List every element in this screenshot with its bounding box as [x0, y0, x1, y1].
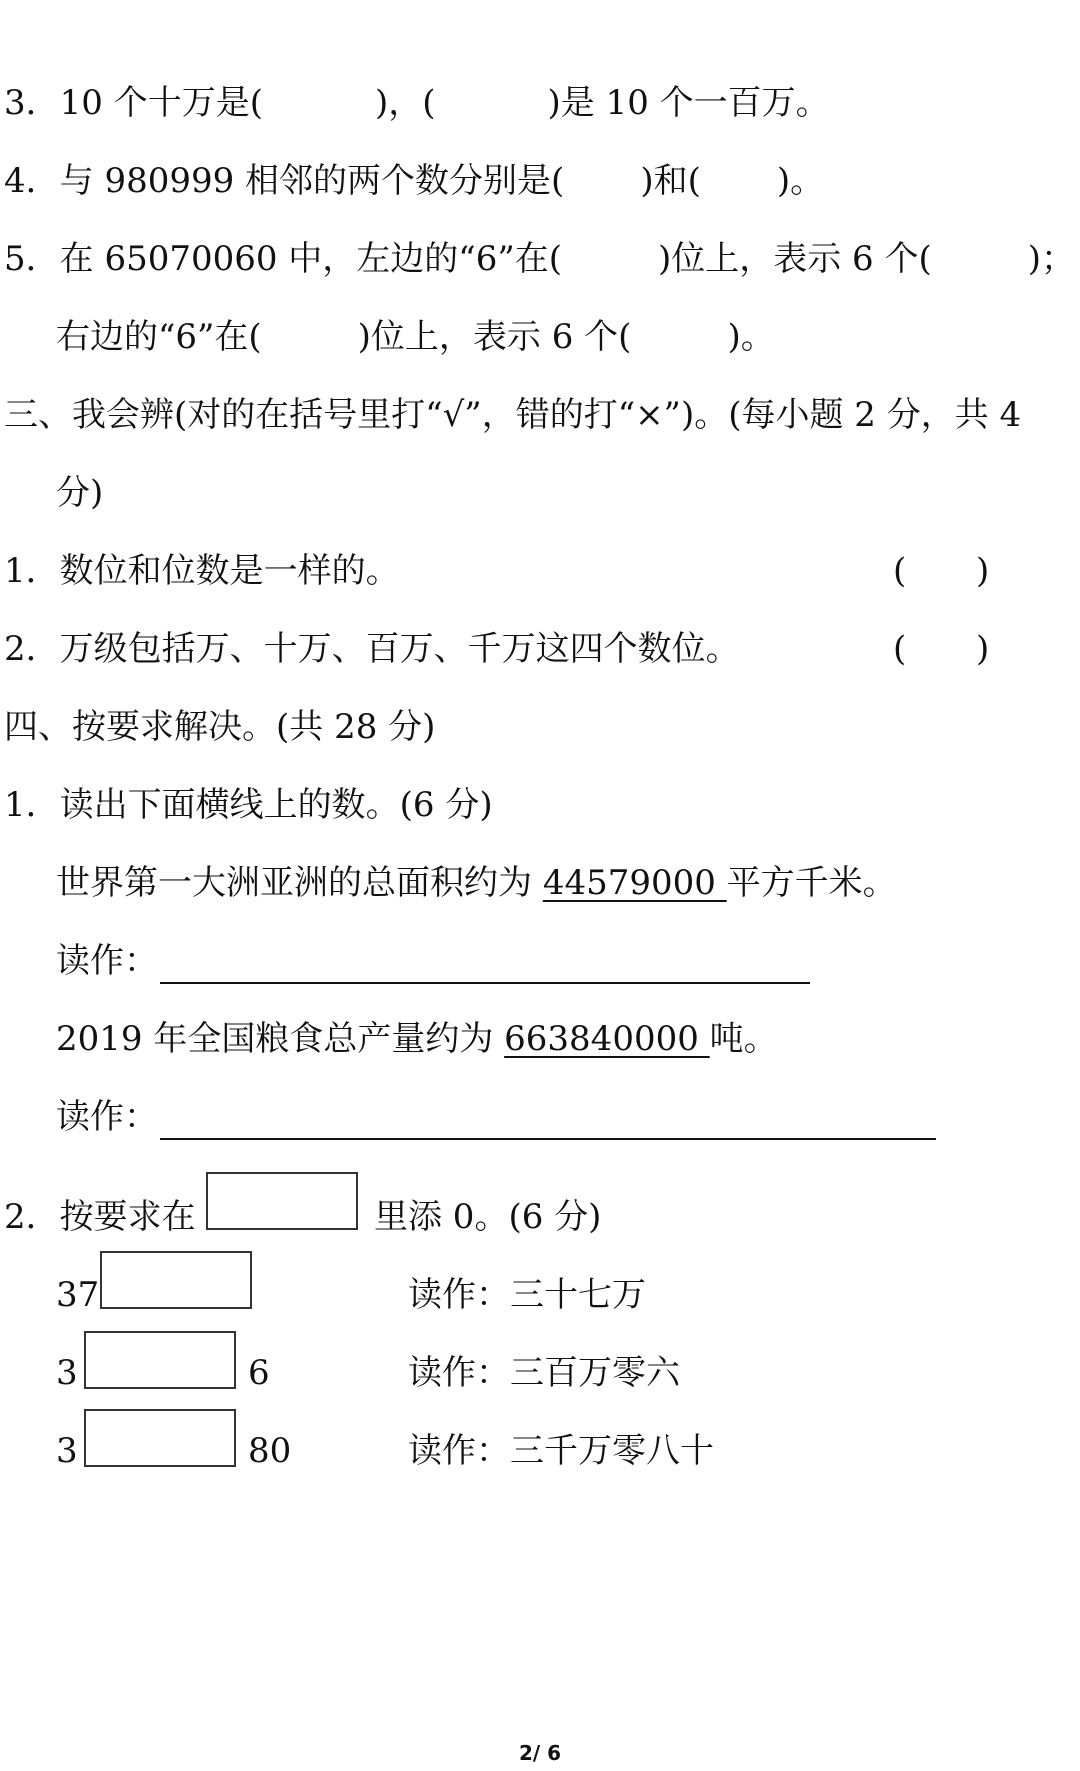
question-number: 2． — [4, 629, 60, 669]
read-answer-line-1[interactable] — [160, 982, 810, 984]
question-number: 3． — [4, 83, 60, 123]
question-text: )。 — [727, 317, 775, 357]
judge-paren-close[interactable]: ) — [976, 629, 990, 669]
sentence-grain-output — [56, 1018, 778, 1060]
underlined-number: 663840000 — [504, 1019, 710, 1059]
question-text: )位上，表示 6 个( — [657, 239, 932, 279]
question-5-cont — [56, 316, 775, 358]
question-text: )位上，表示 6 个( — [357, 317, 632, 357]
reading-text: 读作：三十七万 — [408, 1275, 646, 1315]
question-text: 万级包括万、十万、百万、千万这四个数位。 — [59, 629, 740, 669]
question-text: )和( — [640, 161, 701, 201]
question-text: 与 980999 相邻的两个数分别是( — [59, 161, 565, 201]
question-text: )是 10 个一百万。 — [547, 83, 830, 123]
question-text: )； — [1027, 239, 1076, 279]
read-as-label-2: 读作： — [56, 1097, 158, 1137]
sentence-text: 2019 年全国粮食总产量约为 — [56, 1019, 505, 1059]
question-number: 4． — [4, 161, 60, 201]
question-number: 1． — [4, 785, 60, 825]
judge-paren-open[interactable]: ( — [893, 629, 907, 669]
question-text: 按要求在 — [59, 1197, 196, 1237]
sentence-text: 吨。 — [709, 1019, 778, 1059]
page-number: 2/ 6 — [518, 1741, 562, 1765]
question-number: 2． — [4, 1197, 60, 1237]
example-box — [206, 1172, 358, 1230]
judge-item-1 — [4, 550, 400, 592]
reading-text: 读作：三千万零八十 — [408, 1431, 714, 1471]
section-4-question-2 — [4, 1196, 196, 1238]
read-answer-line-2[interactable] — [160, 1138, 936, 1140]
question-text: 10 个十万是( — [59, 83, 263, 123]
judge-paren-close[interactable]: ) — [976, 551, 990, 591]
section-4-question-1 — [4, 784, 493, 826]
sentence-text: 平方千米。 — [726, 863, 897, 903]
question-number: 1． — [4, 551, 60, 591]
number-left: 3 — [56, 1353, 78, 1393]
fill-box-3[interactable] — [84, 1409, 236, 1467]
number-right: 6 — [248, 1353, 270, 1393]
sentence-text: 世界第一大洲亚洲的总面积约为 — [56, 863, 543, 903]
question-text: 数位和位数是一样的。 — [59, 551, 400, 591]
question-text: )。 — [776, 161, 825, 201]
section-3-title: 三、我会辨(对的在括号里打“√”，错的打“×”)。(每小题 2 分，共 4 — [4, 395, 1022, 435]
question-text: 里添 0。(6 分) — [374, 1197, 602, 1237]
question-text: 右边的“6”在( — [56, 317, 262, 357]
judge-item-2 — [4, 628, 740, 670]
fill-box-1[interactable] — [100, 1251, 252, 1309]
number-left: 3 — [56, 1431, 78, 1471]
question-text: 在 65070060 中，左边的“6”在( — [59, 239, 562, 279]
question-text: 读出下面横线上的数。(6 分) — [59, 785, 493, 825]
fill-box-2[interactable] — [84, 1331, 236, 1389]
reading-text: 读作：三百万零六 — [408, 1353, 680, 1393]
number-right: 80 — [248, 1431, 292, 1471]
section-4-title: 四、按要求解决。(共 28 分) — [4, 707, 436, 747]
section-3-title-cont: 分) — [56, 473, 104, 513]
question-4 — [4, 160, 824, 202]
sentence-asia-area — [56, 862, 897, 904]
number-left: 37 — [56, 1275, 100, 1315]
question-text: )，( — [374, 83, 436, 123]
read-as-label-1: 读作： — [56, 941, 158, 981]
underlined-number: 44579000 — [542, 863, 727, 903]
question-5 — [4, 238, 1075, 280]
judge-paren-open[interactable]: ( — [893, 551, 907, 591]
question-number: 5． — [4, 239, 60, 279]
question-3 — [4, 82, 830, 124]
